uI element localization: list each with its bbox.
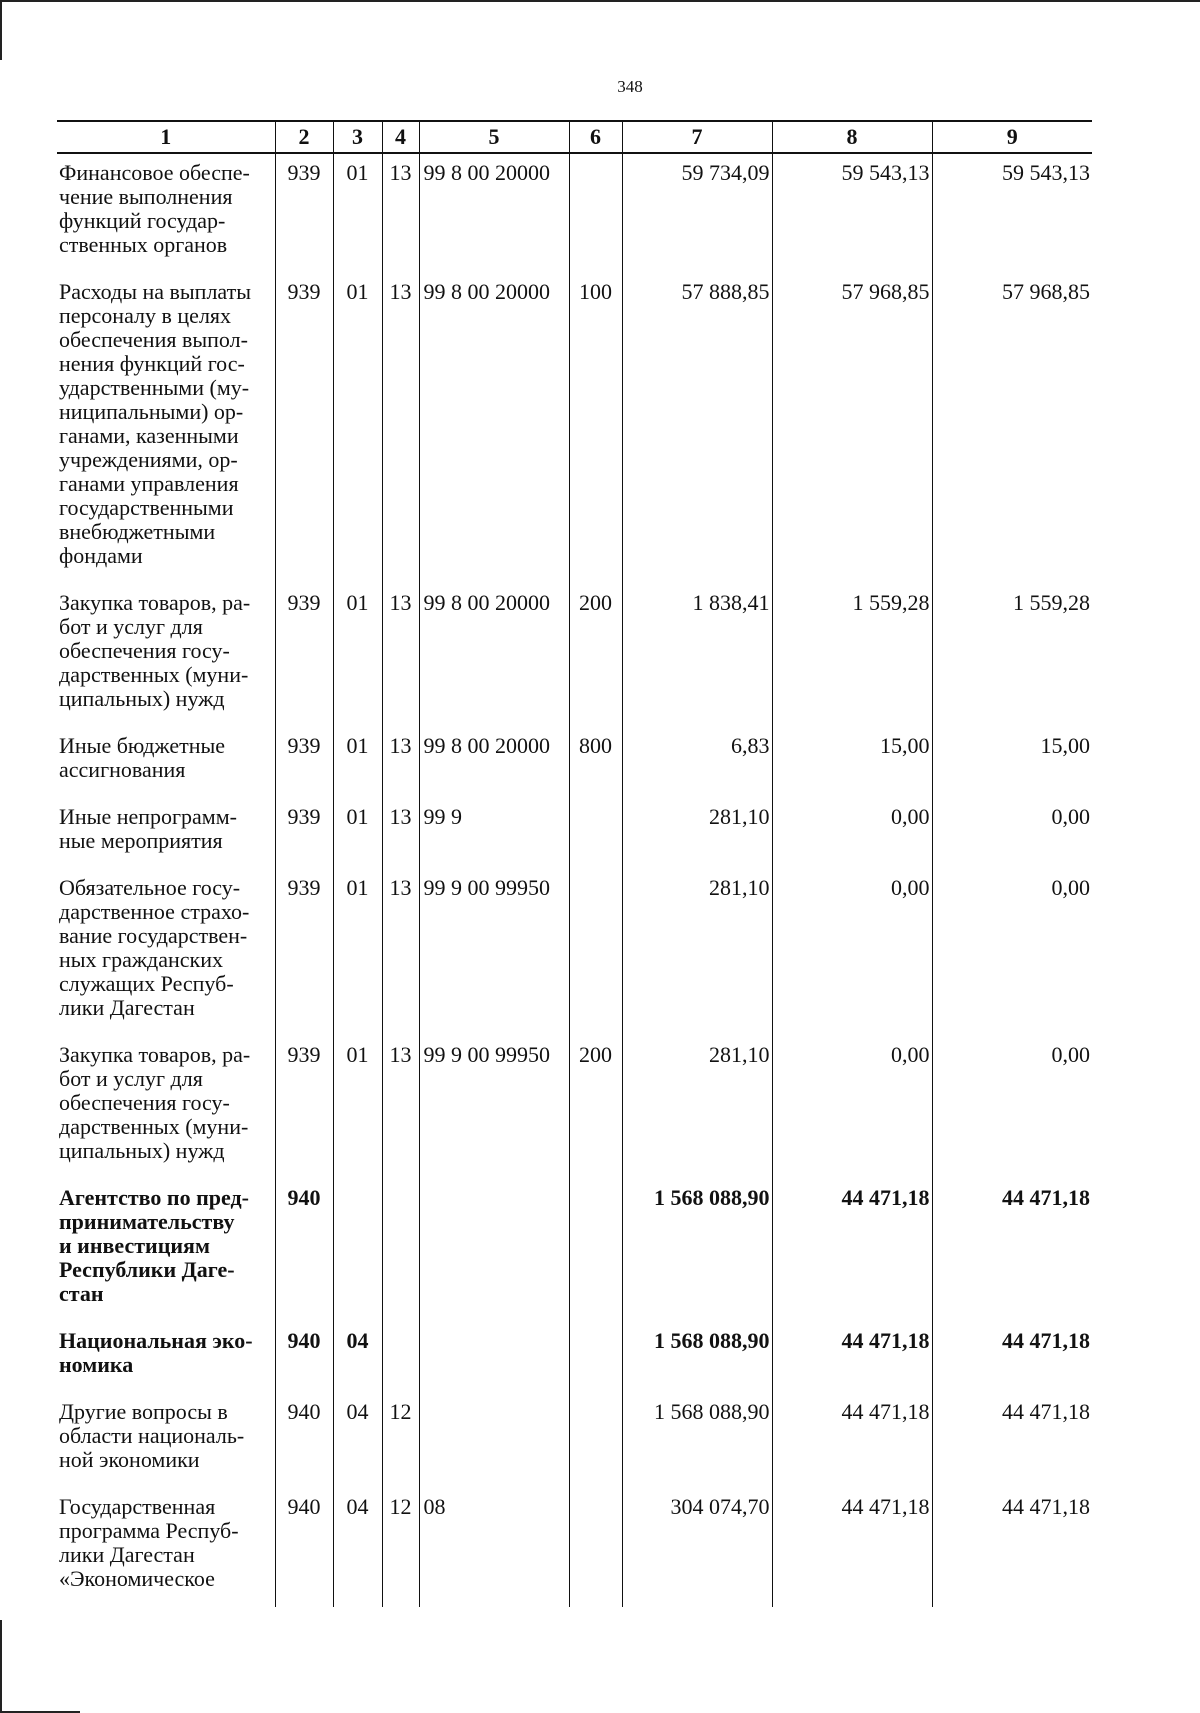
amount-col8: 44 471,18 bbox=[772, 1179, 932, 1322]
row-name: Государственная программа Респуб- лики Дагестан «Экономическое bbox=[59, 1494, 239, 1591]
table-row bbox=[57, 1036, 1092, 1179]
table-row bbox=[57, 273, 1092, 584]
section-code: 01 bbox=[333, 869, 382, 1036]
table-row bbox=[57, 584, 1092, 727]
ministry-code: 940 bbox=[275, 1179, 333, 1322]
scan-edge-left bbox=[0, 0, 2, 60]
table-row bbox=[57, 1322, 1092, 1393]
header-row bbox=[57, 121, 1092, 153]
row-name: Агентство по пред- принимательству и инвестициям Республики Даге- стан bbox=[59, 1185, 249, 1306]
table-row bbox=[57, 869, 1092, 1036]
section-code: 04 bbox=[333, 1322, 382, 1393]
target-article bbox=[419, 1322, 569, 1393]
amount-col7: 281,10 bbox=[622, 869, 772, 1036]
column-header: 3 bbox=[333, 121, 382, 153]
column-header: 4 bbox=[382, 121, 419, 153]
target-article: 99 9 00 99950 bbox=[419, 869, 569, 1036]
row-name: Расходы на выплаты персоналу в целях обеспечения выпол- нения функций гос- ударственными (му- ниципальными) ор- ганами, казенными учреждениями, ор- ганами управления государственными внебюджетными фондами bbox=[59, 279, 252, 568]
section-code bbox=[333, 1179, 382, 1322]
subsection-code: 13 bbox=[382, 273, 419, 584]
amount-col7: 57 888,85 bbox=[622, 273, 772, 584]
row-name: Другие вопросы в области националь- ной экономики bbox=[59, 1399, 245, 1472]
budget-table bbox=[57, 120, 1092, 1607]
page-number: 348 bbox=[617, 77, 643, 96]
amount-col8: 0,00 bbox=[772, 869, 932, 1036]
section-code: 01 bbox=[333, 1036, 382, 1179]
table-row bbox=[57, 1488, 1092, 1607]
subsection-code: 12 bbox=[382, 1488, 419, 1607]
row-name: Национальная эко- номика bbox=[59, 1328, 253, 1377]
expense-type: 200 bbox=[569, 1036, 622, 1179]
section-code: 04 bbox=[333, 1393, 382, 1488]
ministry-code: 939 bbox=[275, 727, 333, 798]
column-header: 5 bbox=[419, 121, 569, 153]
subsection-code: 13 bbox=[382, 869, 419, 1036]
amount-col9: 1 559,28 bbox=[932, 584, 1092, 727]
section-code: 01 bbox=[333, 273, 382, 584]
target-article bbox=[419, 1179, 569, 1322]
target-article: 99 8 00 20000 bbox=[419, 727, 569, 798]
subsection-code bbox=[382, 1322, 419, 1393]
subsection-code: 13 bbox=[382, 153, 419, 273]
section-code: 01 bbox=[333, 727, 382, 798]
ministry-code: 939 bbox=[275, 153, 333, 273]
amount-col7: 304 074,70 bbox=[622, 1488, 772, 1607]
amount-col8: 44 471,18 bbox=[772, 1322, 932, 1393]
amount-col9: 0,00 bbox=[932, 869, 1092, 1036]
subsection-code bbox=[382, 1179, 419, 1322]
amount-col9: 44 471,18 bbox=[932, 1488, 1092, 1607]
scan-edge-left-lower bbox=[0, 1620, 2, 1713]
column-header: 7 bbox=[622, 121, 772, 153]
table-row bbox=[57, 727, 1092, 798]
target-article: 99 9 00 99950 bbox=[419, 1036, 569, 1179]
scan-edge-top bbox=[0, 0, 1200, 2]
amount-col7: 1 568 088,90 bbox=[622, 1322, 772, 1393]
subsection-code: 13 bbox=[382, 727, 419, 798]
expense-type: 100 bbox=[569, 273, 622, 584]
expense-type bbox=[569, 798, 622, 869]
section-code: 01 bbox=[333, 798, 382, 869]
expense-type bbox=[569, 1322, 622, 1393]
table-row bbox=[57, 153, 1092, 273]
column-header: 9 bbox=[932, 121, 1092, 153]
amount-col8: 1 559,28 bbox=[772, 584, 932, 727]
amount-col9: 0,00 bbox=[932, 798, 1092, 869]
column-header: 1 bbox=[57, 121, 275, 153]
table-row bbox=[57, 798, 1092, 869]
ministry-code: 940 bbox=[275, 1322, 333, 1393]
expense-type bbox=[569, 1488, 622, 1607]
subsection-code: 13 bbox=[382, 1036, 419, 1179]
amount-col9: 44 471,18 bbox=[932, 1179, 1092, 1322]
amount-col7: 59 734,09 bbox=[622, 153, 772, 273]
amount-col7: 6,83 bbox=[622, 727, 772, 798]
subsection-code: 12 bbox=[382, 1393, 419, 1488]
table-row bbox=[57, 1393, 1092, 1488]
amount-col8: 0,00 bbox=[772, 798, 932, 869]
expense-type bbox=[569, 1179, 622, 1322]
amount-col9: 59 543,13 bbox=[932, 153, 1092, 273]
section-code: 01 bbox=[333, 153, 382, 273]
subsection-code: 13 bbox=[382, 798, 419, 869]
ministry-code: 939 bbox=[275, 798, 333, 869]
amount-col7: 1 568 088,90 bbox=[622, 1393, 772, 1488]
amount-col9: 0,00 bbox=[932, 1036, 1092, 1179]
target-article: 99 8 00 20000 bbox=[419, 273, 569, 584]
amount-col8: 57 968,85 bbox=[772, 273, 932, 584]
amount-col8: 44 471,18 bbox=[772, 1393, 932, 1488]
amount-col7: 1 838,41 bbox=[622, 584, 772, 727]
column-header: 2 bbox=[275, 121, 333, 153]
expense-type: 800 bbox=[569, 727, 622, 798]
ministry-code: 940 bbox=[275, 1488, 333, 1607]
ministry-code: 939 bbox=[275, 273, 333, 584]
amount-col9: 44 471,18 bbox=[932, 1322, 1092, 1393]
column-header: 8 bbox=[772, 121, 932, 153]
expense-type: 200 bbox=[569, 584, 622, 727]
amount-col9: 57 968,85 bbox=[932, 273, 1092, 584]
row-name: Иные бюджетные ассигнования bbox=[59, 733, 226, 782]
amount-col8: 0,00 bbox=[772, 1036, 932, 1179]
ministry-code: 939 bbox=[275, 584, 333, 727]
amount-col8: 44 471,18 bbox=[772, 1488, 932, 1607]
ministry-code: 939 bbox=[275, 1036, 333, 1179]
expense-type bbox=[569, 1393, 622, 1488]
target-article: 08 bbox=[419, 1488, 569, 1607]
table-row bbox=[57, 1179, 1092, 1322]
amount-col7: 281,10 bbox=[622, 798, 772, 869]
amount-col7: 1 568 088,90 bbox=[622, 1179, 772, 1322]
row-name: Обязательное госу- дарственное страхо- вание государствен- ных гражданских служащих Респуб- лики Дагестан bbox=[59, 875, 250, 1020]
expense-type bbox=[569, 869, 622, 1036]
row-name: Иные непрограмм- ные мероприятия bbox=[59, 804, 237, 853]
column-header: 6 bbox=[569, 121, 622, 153]
amount-col7: 281,10 bbox=[622, 1036, 772, 1179]
subsection-code: 13 bbox=[382, 584, 419, 727]
section-code: 04 bbox=[333, 1488, 382, 1607]
ministry-code: 939 bbox=[275, 869, 333, 1036]
row-name: Финансовое обеспе- чение выполнения функций государ- ственных органов bbox=[59, 160, 250, 257]
amount-col9: 44 471,18 bbox=[932, 1393, 1092, 1488]
row-name: Закупка товаров, ра- бот и услуг для обеспечения госу- дарственных (муни- ципальных) нужд bbox=[59, 590, 251, 711]
amount-col8: 59 543,13 bbox=[772, 153, 932, 273]
amount-col8: 15,00 bbox=[772, 727, 932, 798]
target-article bbox=[419, 1393, 569, 1488]
target-article: 99 8 00 20000 bbox=[419, 153, 569, 273]
amount-col9: 15,00 bbox=[932, 727, 1092, 798]
expense-type bbox=[569, 153, 622, 273]
ministry-code: 940 bbox=[275, 1393, 333, 1488]
section-code: 01 bbox=[333, 584, 382, 727]
target-article: 99 8 00 20000 bbox=[419, 584, 569, 727]
row-name: Закупка товаров, ра- бот и услуг для обеспечения госу- дарственных (муни- ципальных) нужд bbox=[59, 1042, 251, 1163]
target-article: 99 9 bbox=[419, 798, 569, 869]
